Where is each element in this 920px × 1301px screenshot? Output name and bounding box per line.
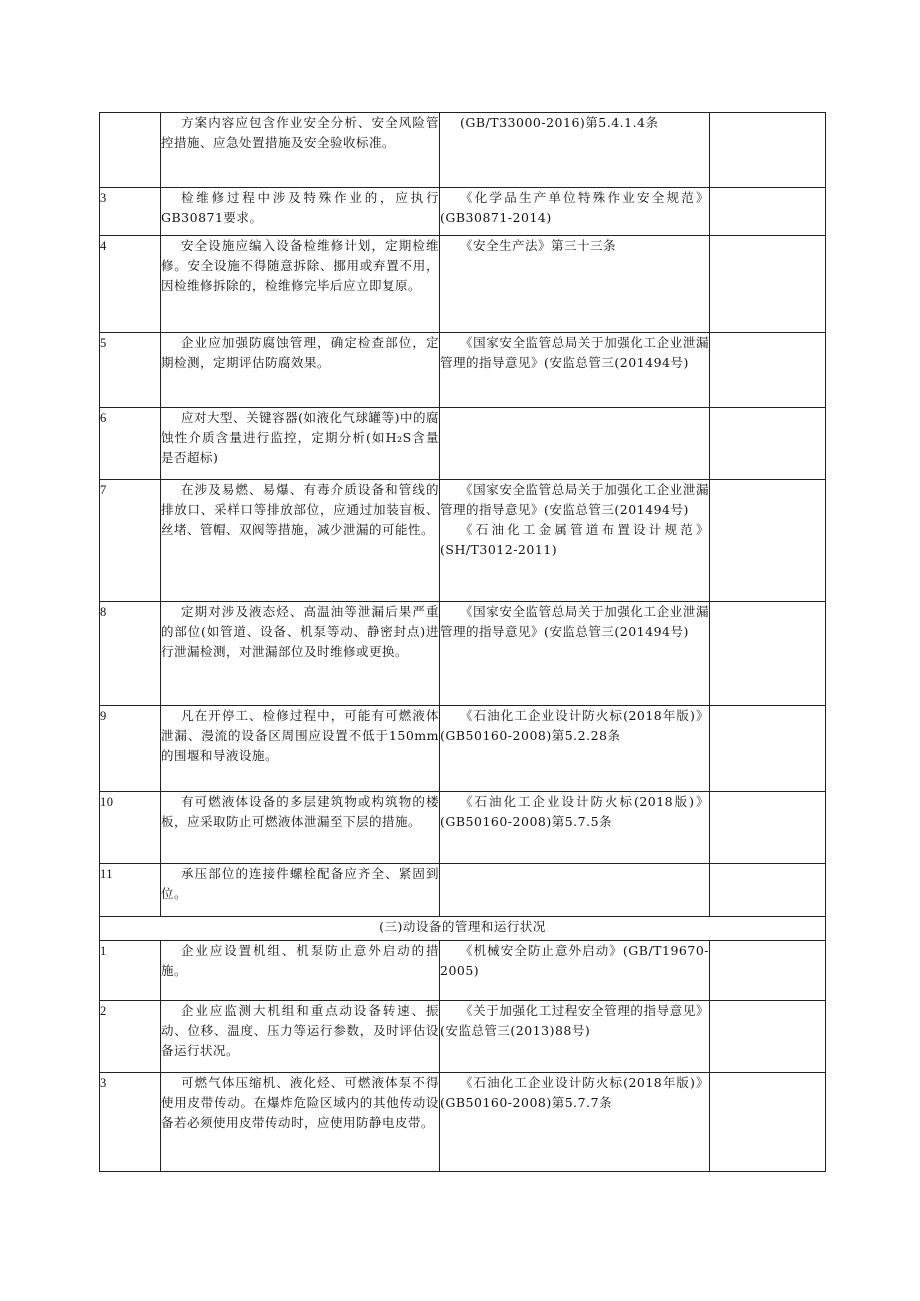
remarks-cell bbox=[710, 602, 826, 706]
basis-cell bbox=[440, 408, 710, 480]
requirement-text: 有可燃液体设备的多层建筑物或构筑物的楼板，应采取防止可燃液体泄漏至下层的措施。 bbox=[161, 794, 439, 829]
table-row bbox=[100, 236, 826, 333]
row-number bbox=[100, 113, 161, 188]
requirement-text: 检维修过程中涉及特殊作业的，应执行GB30871要求。 bbox=[161, 190, 439, 225]
row-number: 2 bbox=[100, 1001, 161, 1073]
row-number: 3 bbox=[100, 188, 161, 236]
requirement-text: 可燃气体压缩机、液化烃、可燃液体泵不得使用皮带传动。在爆炸危险区域内的其他传动设备若必须使用皮带传动时，应使用防静电皮带。 bbox=[161, 1075, 439, 1130]
table-row bbox=[100, 602, 826, 706]
table-row bbox=[100, 333, 826, 408]
table-row bbox=[100, 188, 826, 236]
remarks-cell bbox=[710, 792, 826, 864]
requirement-text: 企业应监测大机组和重点动设备转速、振动、位移、温度、压力等运行参数，及时评估设备运行状况。 bbox=[161, 1003, 439, 1058]
row-number: 6 bbox=[100, 408, 161, 480]
table-row bbox=[100, 480, 826, 602]
basis-text: 《国家安全监管总局关于加强化工企业泄漏管理的指导意见》(安监总管三(201494号) bbox=[440, 604, 709, 639]
table-row bbox=[100, 706, 826, 792]
row-number: 9 bbox=[100, 706, 161, 792]
requirement-text: 企业应加强防腐蚀管理，确定检查部位，定期检测，定期评估防腐效果。 bbox=[161, 335, 439, 370]
remarks-cell bbox=[710, 236, 826, 333]
basis-text: 《石油化工企业设计防火标(2018年版)》(GB50160-2008)第5.2.28条 bbox=[440, 708, 709, 743]
section-row bbox=[100, 917, 826, 941]
checklist-table bbox=[99, 112, 826, 1172]
table-row bbox=[100, 408, 826, 480]
row-number: 1 bbox=[100, 941, 161, 1001]
table-row bbox=[100, 1001, 826, 1073]
row-number: 11 bbox=[100, 864, 161, 917]
table-row bbox=[100, 1073, 826, 1172]
section-title: (三)动设备的管理和运行状况 bbox=[100, 917, 826, 941]
remarks-cell bbox=[710, 188, 826, 236]
basis-text: 《国家安全监管总局关于加强化工企业泄漏管理的指导意见》(安监总管三(201494号) bbox=[440, 335, 709, 370]
row-number: 8 bbox=[100, 602, 161, 706]
table-row bbox=[100, 864, 826, 917]
table-row bbox=[100, 941, 826, 1001]
remarks-cell bbox=[710, 1001, 826, 1073]
requirement-text: 应对大型、关键容器(如液化气球罐等)中的腐蚀性介质含量进行监控，定期分析(如H₂S含量是否超标) bbox=[161, 410, 439, 465]
remarks-cell bbox=[710, 333, 826, 408]
remarks-cell bbox=[710, 1073, 826, 1172]
basis-text: 《石油化工企业设计防火标(2018年版)》(GB50160-2008)第5.7.7条 bbox=[440, 1075, 709, 1110]
basis-text: 《关于加强化工过程安全管理的指导意见》(安监总管三(2013)88号) bbox=[440, 1003, 709, 1038]
requirement-text: 方案内容应包含作业安全分析、安全风险管控措施、应急处置措施及安全验收标准。 bbox=[161, 115, 439, 150]
table-row bbox=[100, 792, 826, 864]
remarks-cell bbox=[710, 864, 826, 917]
basis-text: 《国家安全监管总局关于加强化工企业泄漏管理的指导意见》(安监总管三(201494号) bbox=[440, 482, 709, 517]
basis-text: 《石油化工金属管道布置设计规范》(SH/T3012-2011) bbox=[440, 522, 709, 557]
basis-text: 《安全生产法》第三十三条 bbox=[460, 238, 617, 253]
remarks-cell bbox=[710, 706, 826, 792]
basis-cell bbox=[440, 864, 710, 917]
remarks-cell bbox=[710, 480, 826, 602]
requirement-text: 安全设施应编入设备检维修计划，定期检维修。安全设施不得随意拆除、挪用或弃置不用，因检维修拆除的，检维修完毕后应立即复原。 bbox=[161, 238, 439, 293]
basis-text: (GB/T33000-2016)第5.4.1.4条 bbox=[460, 115, 659, 130]
basis-text: 《机械安全防止意外启动》(GB/T19670-2005) bbox=[440, 943, 709, 978]
requirement-text: 承压部位的连接件螺栓配备应齐全、紧固到位。 bbox=[161, 866, 439, 901]
row-number: 7 bbox=[100, 480, 161, 602]
requirement-text: 企业应设置机组、机泵防止意外启动的措施。 bbox=[161, 943, 439, 978]
requirement-text: 凡在开停工、检修过程中，可能有可燃液体泄漏、漫流的设备区周围应设置不低于150mm的围堰和导液设施。 bbox=[161, 708, 439, 763]
requirement-text: 在涉及易燃、易爆、有毒介质设备和管线的排放口、采样口等排放部位，应通过加装盲板、丝堵、管帽、双阀等措施，减少泄漏的可能性。 bbox=[161, 482, 439, 537]
remarks-cell bbox=[710, 408, 826, 480]
row-number: 4 bbox=[100, 236, 161, 333]
table-row bbox=[100, 113, 826, 188]
row-number: 5 bbox=[100, 333, 161, 408]
remarks-cell bbox=[710, 941, 826, 1001]
remarks-cell bbox=[710, 113, 826, 188]
basis-text: 《化学品生产单位特殊作业安全规范》(GB30871-2014) bbox=[440, 190, 709, 225]
requirement-text: 定期对涉及液态烃、高温油等泄漏后果严重的部位(如管道、设备、机泵等动、静密封点)进行泄漏检测，对泄漏部位及时维修或更换。 bbox=[161, 604, 439, 659]
row-number: 10 bbox=[100, 792, 161, 864]
row-number: 3 bbox=[100, 1073, 161, 1172]
basis-text: 《石油化工企业设计防火标(2018版)》(GB50160-2008)第5.7.5条 bbox=[440, 794, 709, 829]
